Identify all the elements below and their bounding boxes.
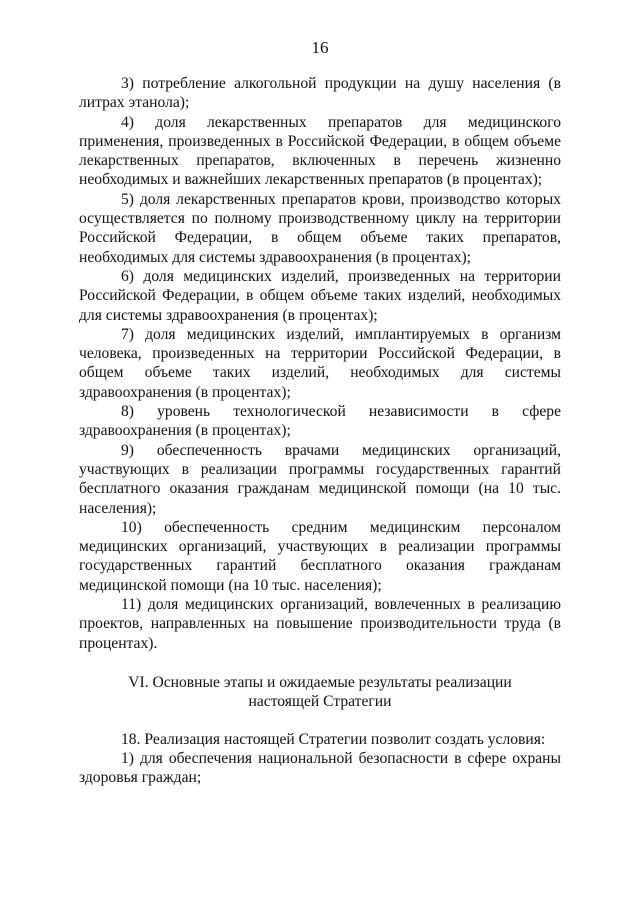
list-item-4: 4) доля лекарственных препаратов для медицинского применения, произведенных в Российской Федерации, в общем объеме лекарственных препаратов, включенных в перечень жизненно необходимых и важнейших лекарственных препаратов (в процентах); <box>79 113 561 189</box>
section-heading <box>79 673 561 712</box>
document-body <box>79 74 561 787</box>
clause-18-item-1: 1) для обеспечения национальной безопасности в сфере охраны здоровья граждан; <box>79 749 561 787</box>
section-heading-line-2: настоящей Стратегии <box>248 693 392 711</box>
clause-18: 18. Реализация настоящей Стратегии позволит создать условия: <box>121 730 546 748</box>
page-number: 16 <box>311 38 329 57</box>
list-item-3: 3) потребление алкогольной продукции на душу населения (в литрах этанола); <box>79 75 561 112</box>
list-item-5: 5) доля лекарственных препаратов крови, производство которых осуществляется по полному производственному циклу на территории Российской Федерации, в общем объеме таких препаратов, необходимых для системы здравоохранения (в процентах); <box>79 190 561 266</box>
list-item-10: 10) обеспеченность средним медицинским персоналом медицинских организаций, участвующих в реализации программы государственных гарантий бесплатного оказания гражданам медицинской помощи (на 10 тыс. населения); <box>79 518 561 594</box>
list-item-6: 6) доля медицинских изделий, произведенных на территории Российской Федерации, в общем объеме таких изделий, необходимых для системы здравоохранения (в процентах); <box>79 267 561 324</box>
section-heading-line-1: VI. Основные этапы и ожидаемые результаты реализации <box>128 673 512 691</box>
list-item-9: 9) обеспеченность врачами медицинских организаций, участвующих в реализации программы государственных гарантий бесплатного оказания гражданам медицинской помощи (на 10 тыс. населения); <box>79 441 561 517</box>
list-item-11: 11) доля медицинских организаций, вовлеченных в реализацию проектов, направленных на повышение производительности труда (в процентах). <box>79 596 561 652</box>
list-item-8: 8) уровень технологической независимости в сфере здравоохранения (в процентах); <box>79 403 561 440</box>
list-item-7: 7) доля медицинских изделий, имплантируемых в организм человека, произведенных на территории Российской Федерации, в общем объеме таких изделий, необходимых для системы здравоохранения (в процентах); <box>79 325 561 401</box>
